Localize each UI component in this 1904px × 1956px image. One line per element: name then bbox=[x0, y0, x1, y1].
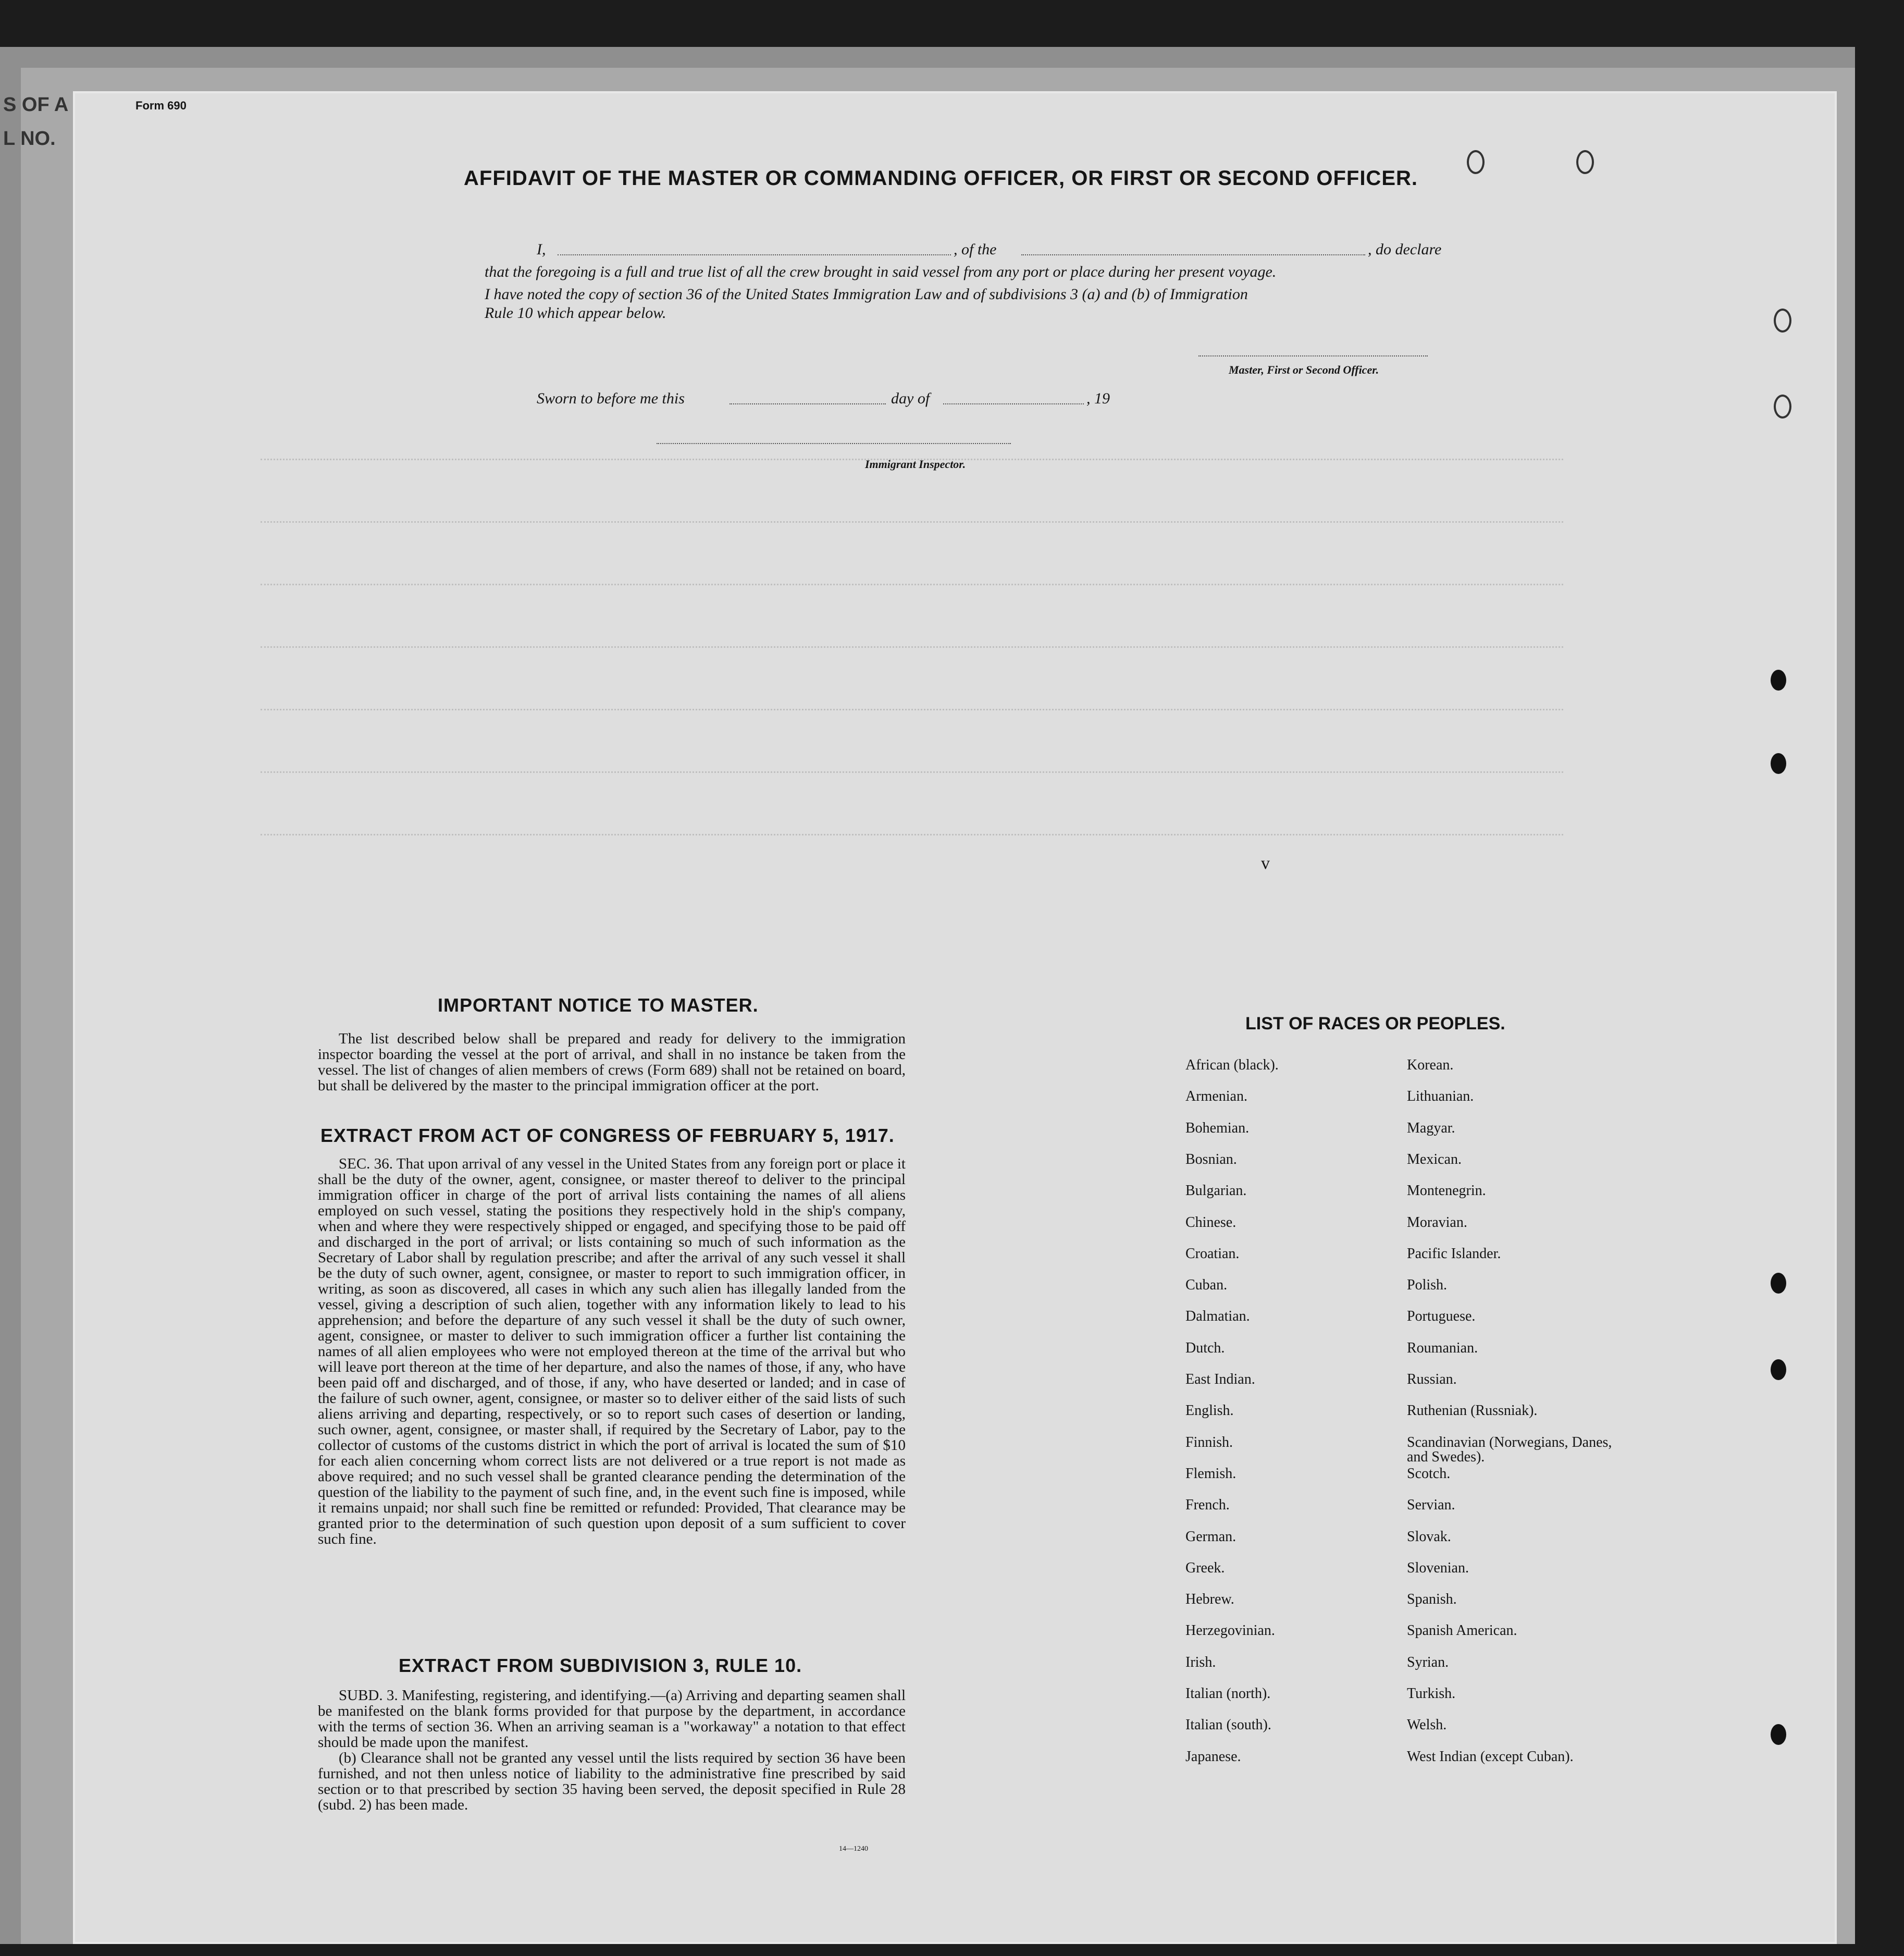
race-item: Dalmatian. bbox=[1185, 1308, 1250, 1325]
race-item: Scotch. bbox=[1407, 1465, 1451, 1482]
affidavit-title: AFFIDAVIT OF THE MASTER OR COMMANDING OFFICER, OR FIRST OR SECOND OFFICER. bbox=[464, 167, 1418, 190]
race-item: African (black). bbox=[1185, 1057, 1279, 1073]
punch-hole-icon bbox=[1774, 395, 1791, 419]
race-item: Polish. bbox=[1407, 1277, 1448, 1294]
race-item: Bohemian. bbox=[1185, 1120, 1250, 1136]
act-extract-block bbox=[318, 1156, 906, 1547]
footer-code: 14—1240 bbox=[839, 1845, 868, 1853]
race-item: Korean. bbox=[1407, 1057, 1454, 1073]
race-item: Roumanian. bbox=[1407, 1339, 1478, 1356]
back-sheet-text-2: L NO. bbox=[3, 128, 56, 150]
affidavit-line1-end: , do declare bbox=[1368, 241, 1442, 258]
race-item: Pacific Islander. bbox=[1407, 1245, 1501, 1262]
race-item: Magyar. bbox=[1407, 1120, 1455, 1136]
race-item: Italian (south). bbox=[1185, 1717, 1271, 1733]
rule-extract-title: EXTRACT FROM SUBDIVISION 3, RULE 10. bbox=[399, 1655, 802, 1676]
inspector-signature-line[interactable] bbox=[657, 443, 1011, 444]
punch-hole-icon bbox=[1771, 1273, 1786, 1294]
race-item: Bulgarian. bbox=[1185, 1183, 1247, 1199]
inspector-signature-label: Immigrant Inspector. bbox=[865, 458, 966, 471]
race-item: Scandinavian (Norwegians, Danes, and Swedes). bbox=[1407, 1434, 1612, 1465]
race-item: Spanish. bbox=[1407, 1591, 1457, 1608]
race-item: Portuguese. bbox=[1407, 1308, 1476, 1325]
affidavit-line1-start: I, bbox=[537, 241, 546, 258]
notice-text-block bbox=[318, 1031, 906, 1093]
race-item: Irish. bbox=[1185, 1654, 1216, 1670]
punch-hole-icon bbox=[1771, 1359, 1786, 1380]
race-item: East Indian. bbox=[1185, 1371, 1255, 1387]
race-item: Flemish. bbox=[1185, 1465, 1237, 1482]
race-item: Chinese. bbox=[1185, 1214, 1237, 1231]
sworn-text: Sworn to before me this bbox=[537, 390, 685, 407]
race-item: Finnish. bbox=[1185, 1434, 1233, 1450]
vessel-field[interactable] bbox=[1021, 254, 1365, 255]
notice-text: The list described below shall be prepared and ready for delivery to the immigration inspector boarding the vessel at the port of arrival, and shall in no instance be taken from the vessel. The list of changes of alien members of crews (Form 689) shall not be retained on board, but shall be delivered by the master to the principal immigration officer at the port. bbox=[318, 1030, 906, 1094]
race-item: Slovak. bbox=[1407, 1528, 1451, 1545]
race-item: Hebrew. bbox=[1185, 1591, 1234, 1608]
binder-ring-icon bbox=[1467, 150, 1485, 174]
bleed-through-area bbox=[261, 459, 1824, 980]
sworn-year: , 19 bbox=[1086, 390, 1110, 407]
race-item: Bosnian. bbox=[1185, 1151, 1237, 1167]
document-page bbox=[73, 91, 1837, 1944]
race-item: Moravian. bbox=[1407, 1214, 1467, 1231]
race-item: English. bbox=[1185, 1403, 1234, 1419]
notice-title: IMPORTANT NOTICE TO MASTER. bbox=[438, 994, 759, 1016]
race-item: German. bbox=[1185, 1528, 1237, 1545]
race-item: Cuban. bbox=[1185, 1277, 1228, 1294]
race-item: Ruthenian (Russniak). bbox=[1407, 1403, 1538, 1419]
race-item: Servian. bbox=[1407, 1497, 1455, 1514]
race-item: Japanese. bbox=[1185, 1748, 1241, 1765]
sworn-month-field[interactable] bbox=[943, 403, 1084, 404]
race-item: Turkish. bbox=[1407, 1686, 1456, 1702]
act-extract-title: EXTRACT FROM ACT OF CONGRESS OF FEBRUARY 5, 1917. bbox=[320, 1125, 895, 1146]
race-item: Italian (north). bbox=[1185, 1686, 1271, 1702]
affidavit-line4: Rule 10 which appear below. bbox=[485, 304, 666, 322]
form-number: Form 690 bbox=[135, 99, 187, 112]
sworn-day-field[interactable] bbox=[730, 403, 886, 404]
punch-hole-icon bbox=[1771, 753, 1786, 774]
affidavit-line3: I have noted the copy of section 36 of the United States Immigration Law and of subdivisions 3 (a) and (b) of Immigration bbox=[485, 286, 1248, 303]
punch-hole-icon bbox=[1774, 309, 1791, 333]
handwritten-check-mark: v bbox=[1261, 854, 1270, 873]
affidavit-line1-mid: , of the bbox=[954, 241, 997, 258]
race-item: Greek. bbox=[1185, 1559, 1225, 1576]
race-item: Montenegrin. bbox=[1407, 1183, 1486, 1199]
race-item: Armenian. bbox=[1185, 1088, 1247, 1105]
race-item: Syrian. bbox=[1407, 1654, 1449, 1670]
punch-hole-icon bbox=[1771, 670, 1786, 691]
race-item: Dutch. bbox=[1185, 1339, 1225, 1356]
rule-extract-text-b: (b) Clearance shall not be granted any vessel until the lists required by section 36 have been furnished, and not then unless notice of liability to the administrative fine prescribed by said section or to that prescribed by section 35 having been served, the deposit specified in Rule 28 (subd. 2) has been made. bbox=[318, 1750, 906, 1813]
punch-hole-icon bbox=[1771, 1724, 1786, 1745]
sworn-day-of: day of bbox=[891, 390, 930, 407]
race-item: Slovenian. bbox=[1407, 1559, 1469, 1576]
act-extract-text: SEC. 36. That upon arrival of any vessel in the United States from any foreign port or place it shall be the duty of the owner, agent, consignee, or master thereof to deliver to the principal immigration officer in charge of the port of arrival lists containing the names of all aliens employed on such vessel, stating the positions they respectively hold in the ship's company, when and where they were respectively shipped or engaged, and specifying those to be paid off and discharged in the port of arrival; or lists containing so much of such information as the Secretary of Labor shall by regulation prescribe; and after the arrival of any such vessel it shall be the duty of such owner, agent, consignee, or master to report to such immigration officer, in writing, as soon as discovered, all cases in which any such alien has illegally landed from the vessel, giving a description of such alien, together with any information likely to lead to his apprehension; and before the departure of any such vessel it shall be the duty of such owner, agent, consignee, or master to deliver to such immigration officer a further list containing the names of all alien employees who were not employed thereon at the time of the arrival but who will leave port thereon at the time of her departure, and also the names of those, if any, who have been paid off and discharged, and of those, if any, who have deserted or landed; and in case of the failure of such owner, agent, consignee, or master so to deliver either of the said lists of such aliens arriving and departing, respectively, or so to report such cases of desertion or landing, such owner, agent, consignee, or master shall, if required by the Secretary of Labor, pay to the collector of customs of the customs district in which the port of arrival is located the sum of $10 for each alien concerning whom correct lists are not delivered or a true report is not made as above required; and no such vessel shall be granted clearance pending the determination of the question of the liability to the payment of such fine, and, in the event such fine is imposed, while it remains unpaid; nor shall such fine be remitted or refunded: Provided, That clearance may be granted prior to the determination of such question upon deposit of a sum sufficient to cover such fine. bbox=[318, 1155, 906, 1547]
race-item: Welsh. bbox=[1407, 1717, 1447, 1733]
race-item: Lithuanian. bbox=[1407, 1088, 1474, 1105]
back-sheet-text-1: S OF A bbox=[3, 94, 69, 116]
race-item: Mexican. bbox=[1407, 1151, 1462, 1167]
rule-extract-text-a: SUBD. 3. Manifesting, registering, and identifying.—(a) Arriving and departing seamen shall be manifested on the blank forms provided for that purpose by the department, in accordance with the terms of section 36. When an arriving seaman is a "workaway" a notation to that effect should be made upon the manifest. bbox=[318, 1687, 906, 1751]
rule-extract-block bbox=[318, 1688, 906, 1813]
race-item: Herzegovinian. bbox=[1185, 1622, 1275, 1639]
races-title: LIST OF RACES OR PEOPLES. bbox=[1245, 1014, 1505, 1034]
race-item: Russian. bbox=[1407, 1371, 1457, 1387]
binder-ring-icon bbox=[1576, 150, 1594, 174]
race-item: Croatian. bbox=[1185, 1245, 1240, 1262]
master-signature-label: Master, First or Second Officer. bbox=[1229, 363, 1379, 376]
affidavit-line2: that the foregoing is a full and true list of all the crew brought in said vessel from any port or place during her present voyage. bbox=[485, 263, 1277, 280]
master-signature-line[interactable] bbox=[1198, 355, 1428, 356]
race-item: West Indian (except Cuban). bbox=[1407, 1748, 1574, 1765]
race-item: French. bbox=[1185, 1497, 1230, 1514]
race-item: Spanish American. bbox=[1407, 1622, 1517, 1639]
name-field[interactable] bbox=[558, 254, 951, 255]
